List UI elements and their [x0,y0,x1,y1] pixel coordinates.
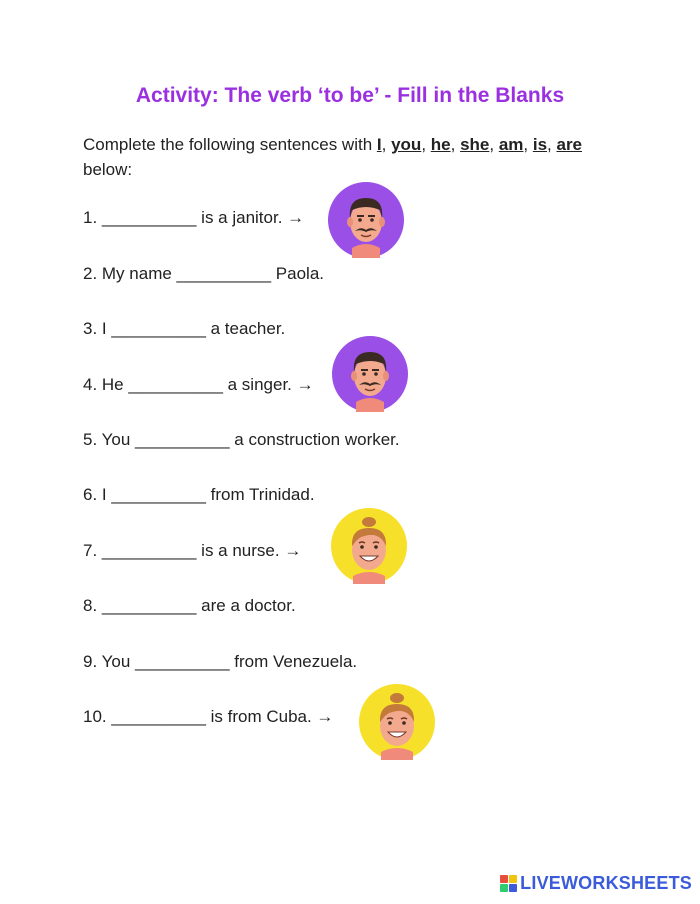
question-6[interactable]: 6. I __________ from Trinidad. [83,485,315,504]
question-8[interactable]: 8. __________ are a doctor. [83,596,296,615]
brand-name: LIVEWORKSHEETS [520,873,692,893]
liveworksheets-logo [500,873,692,894]
man-mustache-icon [328,182,404,258]
instructions-tail: below: [83,160,133,179]
woman-smiling-icon [331,508,407,584]
keyword-you: you [391,135,422,154]
question-10[interactable]: 10. __________ is from Cuba. → [83,707,334,726]
page-title: Activity: The verb ‘to be’ - Fill in the Blanks [135,84,565,107]
keyword-are: are [556,135,583,154]
question-7[interactable]: 7. __________ is a nurse. → [83,541,302,560]
man-mustache-icon [332,336,408,412]
question-4[interactable]: 4. He __________ a singer. → [83,375,314,394]
keyword-he: he [430,135,451,154]
keyword-is: is [532,135,548,154]
question-9[interactable]: 9. You __________ from Venezuela. [83,652,358,671]
question-3[interactable]: 3. I __________ a teacher. [83,319,286,338]
woman-smiling-icon [359,684,435,760]
keyword-i: I [376,135,382,154]
question-1[interactable]: 1. __________ is a janitor. → [83,208,305,227]
instructions-lead: Complete the following sentences with [83,135,377,154]
liveworksheets-logo-icon [500,875,517,892]
question-5[interactable]: 5. You __________ a construction worker. [83,430,400,449]
keyword-am: am [498,135,524,154]
instructions: Complete the following sentences with I, you, he, she, am, is, are below: [83,135,583,179]
question-2[interactable]: 2. My name __________ Paola. [83,264,325,283]
keyword-she: she [460,135,490,154]
